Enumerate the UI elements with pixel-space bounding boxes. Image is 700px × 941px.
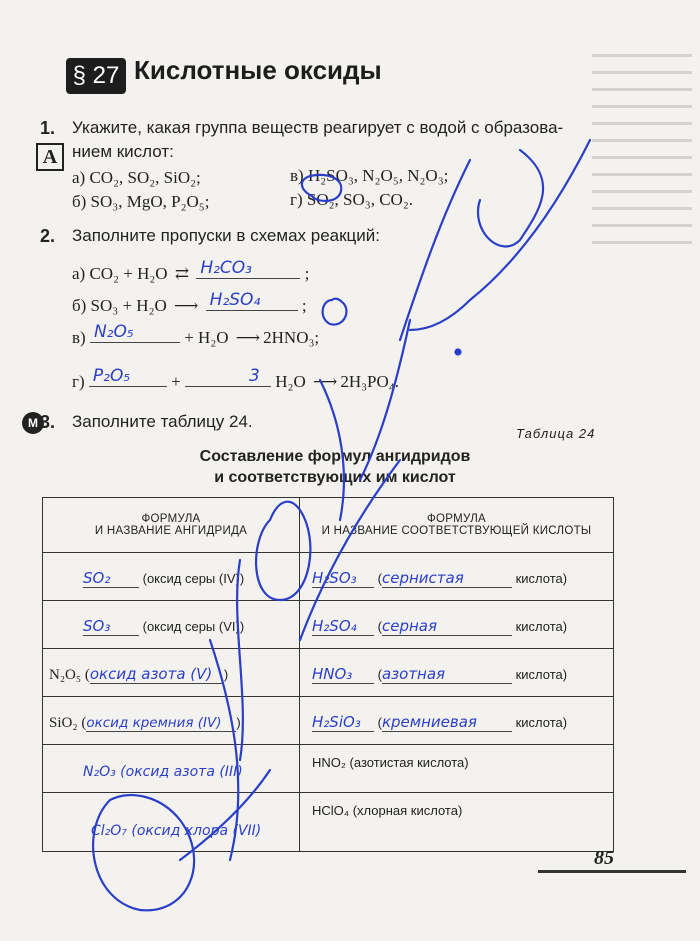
task1-option-g: г) SO₂, SO₃, CO₂. bbox=[290, 190, 413, 209]
task1-number: 1. bbox=[40, 118, 56, 138]
acid-name-answer: азотная bbox=[382, 665, 512, 684]
column-header-anhydride: ФОРМУЛА И НАЗВАНИЕ АНГИДРИДА bbox=[43, 498, 300, 553]
anhydride-name-answer: оксид кремния (IV) bbox=[86, 715, 236, 732]
reaction-v-answer: N₂O₅ bbox=[93, 322, 134, 342]
arrow-icon: ⟶ bbox=[312, 372, 338, 391]
table-row bbox=[43, 601, 614, 649]
reaction-a-answer: H₂CO₃ bbox=[200, 258, 252, 278]
task1-text-line2: нием кислот: bbox=[72, 142, 174, 161]
page-number-rule bbox=[538, 870, 686, 873]
acid-printed: HNO₂ (азотистая кислота) bbox=[312, 755, 469, 770]
table-row bbox=[43, 745, 614, 793]
pen-stroke-1 bbox=[478, 150, 543, 246]
anhydride-cell bbox=[43, 793, 300, 852]
anhydride-answer: SO₃ bbox=[83, 617, 139, 636]
task1-text-line1: Укажите, какая группа веществ реагирует с водой с образова- bbox=[72, 118, 564, 137]
task1-option-a: а) CO₂, SO₂, SiO₂; bbox=[72, 168, 201, 187]
page-number: 85 bbox=[594, 847, 614, 869]
pen-stroke-2 bbox=[400, 160, 470, 340]
anhydride-answer: SO₂ bbox=[83, 569, 139, 588]
acid-cell bbox=[300, 793, 614, 852]
pen-dot bbox=[456, 350, 461, 355]
bleed-through-text bbox=[592, 40, 692, 320]
anhydride-cell: SiO₂ (оксид кремния (IV) ) bbox=[43, 697, 300, 745]
reaction-g-blank bbox=[89, 368, 167, 387]
acid-formula-answer: HNO₃ bbox=[312, 665, 374, 684]
reaction-a: а) CO₂ + H₂O ⇄ H₂CO₃ ; bbox=[72, 258, 310, 283]
acid-cell: H₂SO₄ (серная кислота) bbox=[300, 601, 614, 649]
reaction-g-coefficient: 3 bbox=[248, 366, 260, 386]
anhydride-answer: N₂O₃ (оксид азота (III) bbox=[83, 764, 243, 780]
reversible-arrow-icon: ⇄ bbox=[174, 264, 190, 283]
page-title: Кислотные оксиды bbox=[134, 55, 382, 85]
anhydride-name-answer: оксид азота (V) bbox=[90, 665, 224, 684]
table-row bbox=[43, 697, 614, 745]
reaction-g: г) P₂O₅ + 3 H₂O ⟶ 2H₃PO₄. bbox=[72, 366, 399, 391]
table-row bbox=[43, 793, 614, 852]
acid-cell: H₂SO₃ (сернистая кислота) bbox=[300, 553, 614, 601]
reaction-b: б) SO₃ + H₂O ⟶ H₂SO₄ ; bbox=[72, 290, 307, 315]
task3-number: 3. bbox=[40, 412, 56, 432]
reaction-g-coefficient-blank bbox=[185, 368, 271, 387]
section-number: § 27 bbox=[66, 58, 126, 94]
column-header-acid: ФОРМУЛА И НАЗВАНИЕ СООТВЕТСТВУЮЩЕЙ КИСЛОТЫ bbox=[300, 498, 614, 553]
difficulty-badge-a: А bbox=[36, 143, 64, 171]
task2-text: Заполните пропуски в схемах реакций: bbox=[72, 226, 381, 245]
table-row bbox=[43, 553, 614, 601]
arrow-icon: ⟶ bbox=[174, 296, 199, 315]
anhydride-table bbox=[42, 497, 614, 852]
acid-name-answer: кремниевая bbox=[382, 713, 512, 732]
reaction-v-blank bbox=[90, 324, 180, 343]
acid-formula-answer: H₂SiO₃ bbox=[312, 713, 374, 732]
acid-cell bbox=[300, 745, 614, 793]
acid-name-answer: серная bbox=[382, 617, 512, 636]
anhydride-cell: SO₃ (оксид серы (VI)) bbox=[43, 601, 300, 649]
reaction-v: в) N₂O₅ + H₂O ⟶ 2HNO₃; bbox=[72, 322, 320, 347]
anhydride-cell: SO₂ (оксид серы (IV)) bbox=[43, 553, 300, 601]
acid-name-answer: сернистая bbox=[382, 569, 512, 588]
anhydride-cell: N₂O₅ (оксид азота (V) ) bbox=[43, 649, 300, 697]
anhydride-answer: Cl₂O₇ (оксид хлора (VII) bbox=[91, 823, 262, 839]
acid-cell: HNO₃ (азотная кислота) bbox=[300, 649, 614, 697]
reaction-a-blank bbox=[196, 260, 300, 279]
reaction-g-answer: P₂O₅ bbox=[92, 366, 131, 386]
task3-text: Заполните таблицу 24. bbox=[72, 412, 253, 431]
arrow-icon: ⟶ bbox=[235, 328, 261, 347]
acid-printed: HClO₄ (хлорная кислота) bbox=[312, 803, 463, 818]
acid-formula-answer: H₂SO₄ bbox=[312, 617, 374, 636]
table-caption: Таблица 24 bbox=[516, 426, 596, 441]
reaction-b-blank bbox=[206, 292, 298, 311]
reaction-b-answer: H₂SO₄ bbox=[209, 290, 261, 310]
task1-option-v: в) H₂SO₃, N₂O₅, N₂O₃; bbox=[290, 166, 449, 185]
acid-cell: H₂SiO₃ (кремниевая кислота) bbox=[300, 697, 614, 745]
table-title: Составление формул ангидридов и соответствующих им кислот bbox=[199, 448, 471, 486]
anhydride-cell bbox=[43, 745, 300, 793]
pen-loop-o bbox=[323, 299, 347, 325]
methodical-badge: М bbox=[22, 412, 44, 434]
reaction-a-reactants: а) CO₂ + H₂O bbox=[72, 264, 168, 283]
reaction-b-reactants: б) SO₃ + H₂O bbox=[72, 296, 167, 315]
task2-number: 2. bbox=[40, 226, 56, 246]
table-header-row bbox=[43, 498, 614, 553]
acid-formula-answer: H₂SO₃ bbox=[312, 569, 374, 588]
table-row bbox=[43, 649, 614, 697]
task1-option-b: б) SO₃, MgO, P₂O₅; bbox=[72, 192, 210, 211]
